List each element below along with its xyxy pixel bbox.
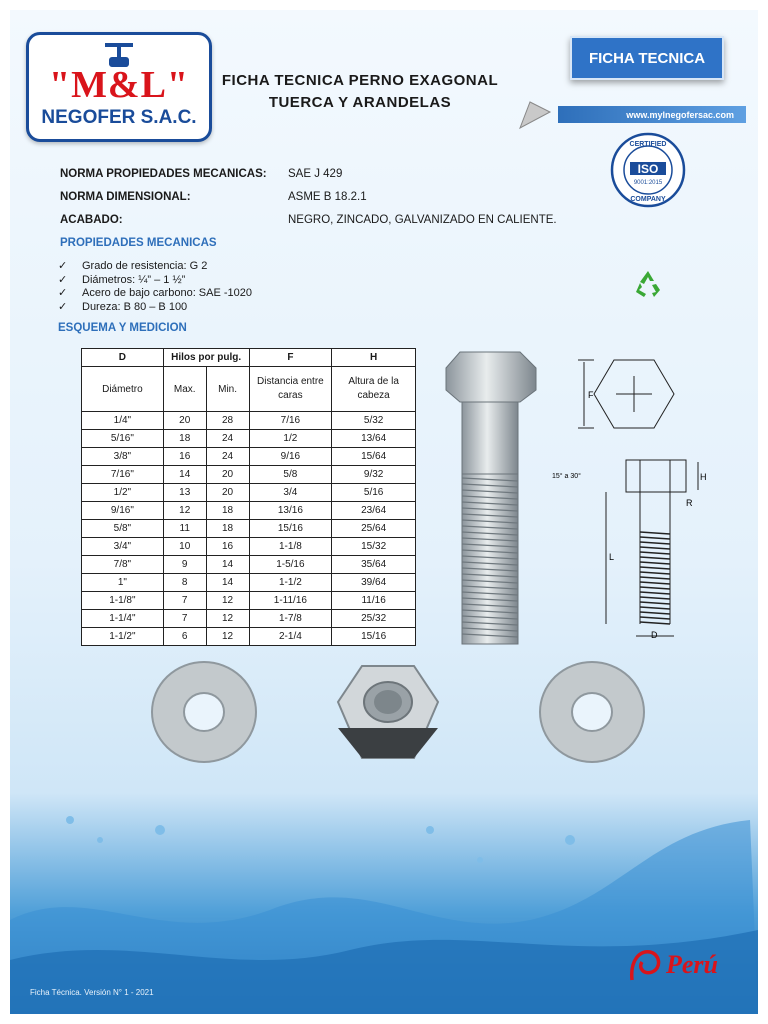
list-item bbox=[58, 274, 252, 288]
table-cell: 1-1/2" bbox=[82, 628, 164, 646]
dim-label-h: H bbox=[700, 472, 707, 482]
table-row bbox=[82, 502, 416, 520]
table-cell: 18 bbox=[163, 430, 206, 448]
table-cell: 20 bbox=[163, 412, 206, 430]
table-cell: 1-1/8 bbox=[249, 538, 332, 556]
table-row bbox=[82, 610, 416, 628]
checkmark-icon: ✓ bbox=[58, 287, 68, 299]
table-cell: 18 bbox=[206, 502, 249, 520]
table-cell: 13 bbox=[163, 484, 206, 502]
table-cell: 7/16 bbox=[249, 412, 332, 430]
table-cell: 1/2" bbox=[82, 484, 164, 502]
dim-label-l: L bbox=[609, 552, 615, 562]
document-title-line1: FICHA TECNICA PERNO EXAGONAL bbox=[221, 72, 499, 89]
table-cell: 1/4" bbox=[82, 412, 164, 430]
table-cell: 1-1/4" bbox=[82, 610, 164, 628]
mechanical-properties-heading: PROPIEDADES MECANICAS bbox=[60, 237, 217, 249]
checkmark-icon: ✓ bbox=[58, 300, 68, 313]
logo-brand-text: "M&L" bbox=[48, 64, 190, 106]
table-cell: 15/32 bbox=[332, 538, 416, 556]
table-cell: 15/64 bbox=[332, 448, 416, 466]
table-row bbox=[82, 538, 416, 556]
table-cell: 5/8 bbox=[249, 466, 332, 484]
table-cell: 15/16 bbox=[332, 628, 416, 646]
table-header-d: D bbox=[82, 349, 164, 367]
dim-label-f: F bbox=[588, 390, 594, 400]
table-cell: 12 bbox=[206, 592, 249, 610]
list-item-text: Diámetros: ¼” – 1 ½” bbox=[82, 273, 186, 286]
table-cell: 15/16 bbox=[249, 520, 332, 538]
table-cell: 24 bbox=[206, 448, 249, 466]
arrow-pointer-icon bbox=[516, 98, 552, 132]
table-cell: 11 bbox=[163, 520, 206, 538]
table-row bbox=[82, 592, 416, 610]
spec-value: SAE J 429 bbox=[288, 168, 343, 180]
table-cell: 12 bbox=[206, 610, 249, 628]
table-cell: 5/32 bbox=[332, 412, 416, 430]
table-cell: 3/4 bbox=[249, 484, 332, 502]
table-row bbox=[82, 574, 416, 592]
hex-bolt-image bbox=[438, 348, 542, 648]
table-subheader-min: Min. bbox=[206, 367, 249, 412]
recycle-icon bbox=[632, 268, 664, 300]
table-cell: 12 bbox=[163, 502, 206, 520]
table-cell: 25/64 bbox=[332, 520, 416, 538]
document-page bbox=[10, 10, 758, 1014]
table-cell: 13/64 bbox=[332, 430, 416, 448]
table-cell: 1-1/8" bbox=[82, 592, 164, 610]
website-link[interactable]: www.mylnegofersac.com bbox=[626, 109, 734, 120]
table-cell: 7/16" bbox=[82, 466, 164, 484]
table-cell: 9/32 bbox=[332, 466, 416, 484]
table-row bbox=[82, 448, 416, 466]
checkmark-icon: ✓ bbox=[58, 260, 68, 272]
iso-certified-seal bbox=[610, 132, 686, 208]
table-cell: 1-7/8 bbox=[249, 610, 332, 628]
table-row bbox=[82, 628, 416, 646]
table-body bbox=[82, 412, 416, 646]
table-header-threads: Hilos por pulg. bbox=[163, 349, 249, 367]
flat-washer-image-left bbox=[148, 660, 260, 764]
spec-label: ACABADO: bbox=[60, 214, 123, 226]
mechanical-properties-list bbox=[58, 260, 252, 314]
iso-seal-bottom-text: COMPANY bbox=[630, 196, 666, 203]
spec-label: NORMA PROPIEDADES MECANICAS: bbox=[60, 168, 267, 180]
list-item-text: Dureza: B 80 – B 100 bbox=[82, 300, 188, 313]
table-cell: 1-5/16 bbox=[249, 556, 332, 574]
table-row bbox=[82, 484, 416, 502]
table-cell: 8 bbox=[163, 574, 206, 592]
iso-seal-top-text: CERTIFIED bbox=[629, 141, 667, 148]
table-subheader-f: Distancia entre caras bbox=[249, 367, 332, 412]
spec-label: NORMA DIMENSIONAL: bbox=[60, 191, 191, 203]
spec-value: ASME B 18.2.1 bbox=[288, 191, 367, 203]
dim-label-chamfer: 15° a 30° bbox=[552, 473, 581, 480]
table-row bbox=[82, 466, 416, 484]
table-cell: 3/4" bbox=[82, 538, 164, 556]
table-cell: 9/16 bbox=[249, 448, 332, 466]
schema-heading: ESQUEMA Y MEDICION bbox=[58, 322, 187, 334]
table-subheader-max: Max. bbox=[163, 367, 206, 412]
table-cell: 7 bbox=[163, 610, 206, 628]
table-cell: 14 bbox=[163, 466, 206, 484]
table-cell: 11/16 bbox=[332, 592, 416, 610]
flat-washer-image-right bbox=[536, 660, 648, 764]
table-header-f: F bbox=[249, 349, 332, 367]
peru-brand-text: Perú bbox=[666, 950, 718, 979]
list-item bbox=[58, 301, 252, 315]
list-item-text: Grado de resistencia: G 2 bbox=[82, 260, 208, 272]
website-bar[interactable] bbox=[558, 106, 746, 123]
table-cell: 3/8" bbox=[82, 448, 164, 466]
table-cell: 12 bbox=[206, 628, 249, 646]
table-header-h: H bbox=[332, 349, 416, 367]
ficha-tecnica-badge: FICHA TECNICA bbox=[570, 36, 724, 80]
table-cell: 20 bbox=[206, 466, 249, 484]
footer-version: Ficha Técnica. Versión N° 1 - 2021 bbox=[30, 988, 154, 997]
measurement-table bbox=[81, 348, 416, 646]
table-cell: 25/32 bbox=[332, 610, 416, 628]
table-cell: 1/2 bbox=[249, 430, 332, 448]
dim-label-d: D bbox=[651, 630, 658, 640]
table-row bbox=[82, 520, 416, 538]
table-cell: 6 bbox=[163, 628, 206, 646]
list-item-text: Acero de bajo carbono: SAE -1020 bbox=[82, 287, 253, 299]
table-cell: 9 bbox=[163, 556, 206, 574]
table-cell: 9/16" bbox=[82, 502, 164, 520]
table-cell: 1-11/16 bbox=[249, 592, 332, 610]
table-subheader-diameter: Diámetro bbox=[82, 367, 164, 412]
table-cell: 14 bbox=[206, 556, 249, 574]
table-cell: 16 bbox=[163, 448, 206, 466]
table-cell: 5/16" bbox=[82, 430, 164, 448]
iso-seal-standard-text: 9001:2015 bbox=[633, 180, 663, 186]
dim-label-r: R bbox=[686, 498, 693, 508]
hex-nut-image bbox=[336, 662, 440, 762]
table-cell: 1" bbox=[82, 574, 164, 592]
spec-value: NEGRO, ZINCADO, GALVANIZADO EN CALIENTE. bbox=[288, 214, 557, 226]
logo-company-text: NEGOFER S.A.C. bbox=[41, 107, 197, 128]
table-cell: 28 bbox=[206, 412, 249, 430]
table-cell: 39/64 bbox=[332, 574, 416, 592]
table-cell: 24 bbox=[206, 430, 249, 448]
table-cell: 14 bbox=[206, 574, 249, 592]
table-cell: 10 bbox=[163, 538, 206, 556]
table-subheader-h: Altura de la cabeza bbox=[332, 367, 416, 412]
table-row bbox=[82, 430, 416, 448]
table-row bbox=[82, 556, 416, 574]
company-logo bbox=[26, 32, 212, 142]
table-cell: 13/16 bbox=[249, 502, 332, 520]
list-item bbox=[58, 260, 252, 274]
list-item bbox=[58, 287, 252, 301]
table-cell: 23/64 bbox=[332, 502, 416, 520]
table-cell: 35/64 bbox=[332, 556, 416, 574]
table-cell: 1-1/2 bbox=[249, 574, 332, 592]
table-cell: 5/8" bbox=[82, 520, 164, 538]
document-title-line2: TUERCA Y ARANDELAS bbox=[268, 94, 452, 111]
peru-brand-logo bbox=[626, 946, 666, 986]
table-cell: 20 bbox=[206, 484, 249, 502]
table-cell: 18 bbox=[206, 520, 249, 538]
checkmark-icon: ✓ bbox=[58, 273, 68, 286]
table-cell: 7/8" bbox=[82, 556, 164, 574]
bolt-technical-drawing bbox=[550, 352, 710, 642]
table-row bbox=[82, 412, 416, 430]
table-cell: 7 bbox=[163, 592, 206, 610]
table-cell: 16 bbox=[206, 538, 249, 556]
table-cell: 2-1/4 bbox=[249, 628, 332, 646]
table-cell: 5/16 bbox=[332, 484, 416, 502]
iso-seal-center-text: ISO bbox=[637, 162, 659, 176]
